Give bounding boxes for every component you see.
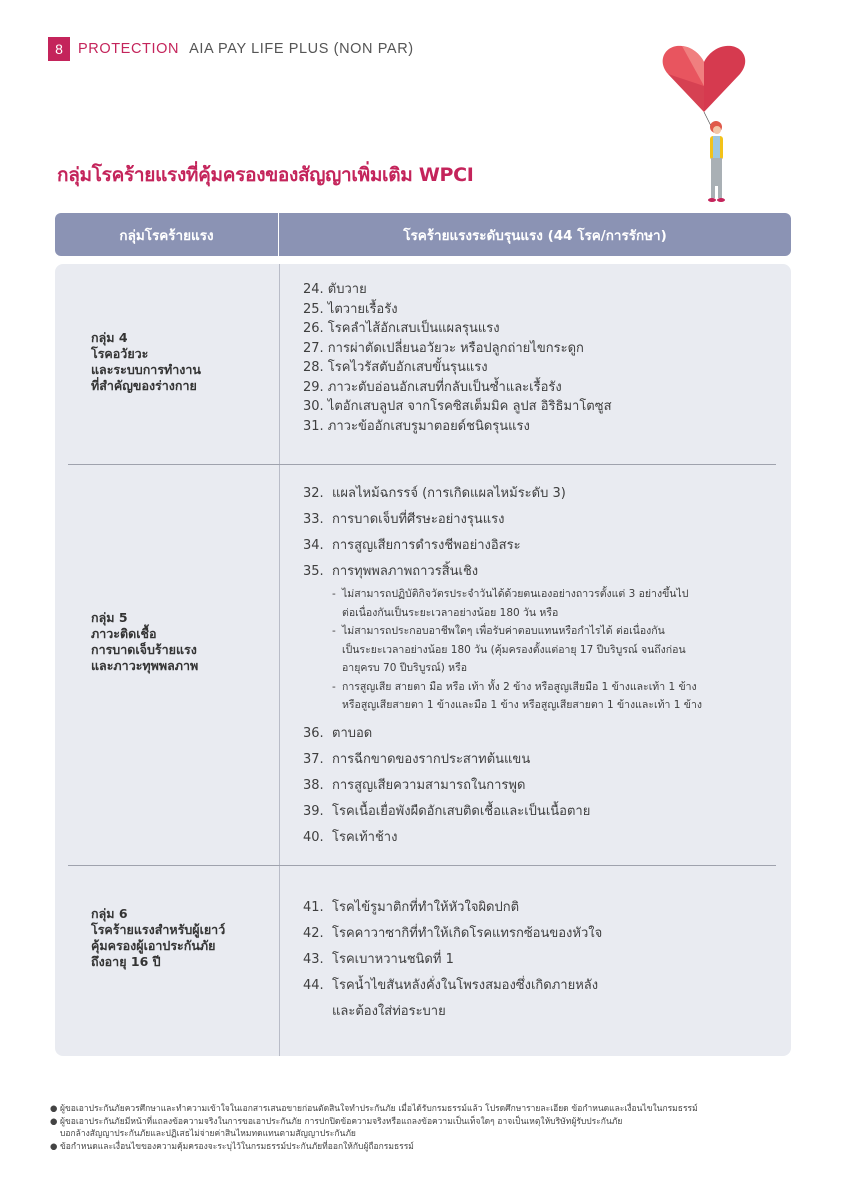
group-4-list <box>303 280 612 436</box>
group-5-label: กลุ่ม 5 ภาวะติดเชื้อ การบาดเจ็บร้ายแรง และภาวะทุพพลภาพ <box>91 610 199 673</box>
sub-list <box>332 585 702 715</box>
row-divider <box>68 865 776 866</box>
list-item: 34. การสูญเสียการดำรงชีพอย่างอิสระ <box>303 538 521 553</box>
header-section: PROTECTION <box>78 41 180 57</box>
list-item: 27. การผ่าตัดเปลี่ยนอวัยวะ หรือปลูกถ่ายไขกระดูก <box>303 340 584 356</box>
list-item: 41. โรคไข้รูมาติกที่ทำให้หัวใจผิดปกติ <box>303 900 520 915</box>
group-6-label: กลุ่ม 6 โรคร้ายแรงสำหรับผู้เยาว์ คุ้มครองผู้เอาประกันภัย ถึงอายุ 16 ปี <box>91 906 226 969</box>
list-item: 29. ภาวะตับอ่อนอักเสบที่กลับเป็นซ้ำและเรื้อรัง <box>303 379 562 395</box>
list-item: 38. การสูญเสียความสามารถในการพูด <box>303 777 526 793</box>
list-item-continuation: และต้องใส่ท่อระบาย <box>332 1004 446 1019</box>
page-title: กลุ่มโรคร้ายแรงที่คุ้มครองของสัญญาเพิ่มเติม WPCI <box>57 164 474 186</box>
page-header <box>48 37 414 61</box>
column-divider <box>279 264 280 1056</box>
footnote: ● ผู้ขอเอาประกันภัยควรศึกษาและทำความเข้าใจในเอกสารเสนอขายก่อนตัดสินใจทำประกันภัย เมื่อได้รับกรมธรรม์แล้ว โปรดศึกษารายละเอียด ข้อกำหนดและเงื่อนไขในกรมธรรม์ <box>50 1104 698 1114</box>
list-item: 43. โรคเบาหวานชนิดที่ 1 <box>303 952 454 967</box>
group-4-label: กลุ่ม 4 โรคอวัยวะ และระบบการทำงาน ที่สำคัญของร่างกาย <box>91 330 201 393</box>
list-item: 37. การฉีกขาดของรากประสาทต้นแขน <box>303 751 531 767</box>
sub-item: - ไม่สามารถประกอบอาชีพใดๆ เพื่อรับค่าตอบแทนหรือกำไรได้ ต่อเนื่องกัน เป็นระยะเวลาอย่างน้อย 180 วัน (คุ้มครองตั้งแต่อายุ 17 ปีบริบูรณ์ จนถึงก่อน อายุครบ 70 ปีบริบูรณ์) หรือ <box>332 625 686 674</box>
list-item: 25. ไตวายเรื้อรัง <box>303 301 398 317</box>
sub-item: - ไม่สามารถปฏิบัติกิจวัตรประจำวันได้ด้วยตนเองอย่างถาวรตั้งแต่ 3 อย่างขึ้นไป ต่อเนื่องกันเป็นระยะเวลาอย่างน้อย 180 วัน หรือ <box>332 588 689 619</box>
list-item: 33. การบาดเจ็บที่ศีรษะอย่างรุนแรง <box>303 512 505 527</box>
list-item: 35. การทุพพลภาพถาวรสิ้นเชิง <box>303 564 479 579</box>
list-item: 42. โรคคาวาซากิที่ทำให้เกิดโรคแทรกซ้อนของหัวใจ <box>303 926 603 941</box>
list-item: 40. โรคเท้าช้าง <box>303 829 398 845</box>
header-product: AIA PAY LIFE PLUS (NON PAR) <box>189 41 414 57</box>
list-item: 39. โรคเนื้อเยื่อพังผืดอักเสบติดเชื้อและเป็นเนื้อตาย <box>303 803 591 819</box>
list-item: 36. ตาบอด <box>303 725 373 741</box>
row-divider <box>68 464 776 465</box>
footnote: ● ผู้ขอเอาประกันภัยมีหน้าที่แถลงข้อความจริงในการขอเอาประกันภัย การปกปิดข้อความจริงหรือแถลงข้อความเป็นเท็จใดๆ อาจเป็นเหตุให้บริษัทผู้รับประกันภัย บอกล้างสัญญาประกันภัยและปฏิเสธไม่จ่ายค่าสินไหมทดแทนตามสัญญาประกันภัย <box>50 1116 623 1139</box>
list-item: 26. โรคลำไส้อักเสบเป็นแผลรุนแรง <box>303 321 500 336</box>
footnotes <box>50 1103 698 1153</box>
table-header <box>55 213 791 256</box>
list-item: 28. โรคไวรัสตับอักเสบขั้นรุนแรง <box>303 360 488 375</box>
list-item: 30. ไตอักเสบลูปส จากโรคซิสเต็มมิค ลูปส อิริธิมาโตซูส <box>303 399 612 414</box>
column-header-group: กลุ่มโรคร้ายแรง <box>55 213 279 256</box>
group-6-list <box>303 895 602 1025</box>
list-item: 32. แผลไหม้ฉกรรจ์ (การเกิดแผลไหม้ระดับ 3) <box>303 486 566 501</box>
list-item: 24. ตับวาย <box>303 282 367 297</box>
group-5-list <box>303 481 702 851</box>
heart-balloon-illustration <box>652 40 752 210</box>
footnote: ● ข้อกำหนดและเงื่อนไขของความคุ้มครองจะระบุไว้ในกรมธรรม์ประกันภัยที่ออกให้กับผู้ถือกรมธรรม์ <box>50 1141 414 1152</box>
sub-item: - การสูญเสีย สายตา มือ หรือ เท้า ทั้ง 2 ข้าง หรือสูญเสียมือ 1 ข้างและเท้า 1 ข้าง หรือสูญเสียสายตา 1 ข้างและมือ 1 ข้าง หรือสูญเสียสายตา 1 ข้างและเท้า 1 ข้าง <box>332 680 702 711</box>
table-body <box>55 264 791 1056</box>
person-figure-icon <box>708 121 725 202</box>
heart-balloon-icon <box>663 46 746 112</box>
page-number: 8 <box>48 37 70 61</box>
list-item: 31. ภาวะข้ออักเสบรูมาตอยด์ชนิดรุนแรง <box>303 418 530 434</box>
column-header-diseases: โรคร้ายแรงระดับรุนแรง (44 โรค/การรักษา) <box>403 227 667 244</box>
list-item: 44. โรคน้ำไขสันหลังคั่งในโพรงสมองซึ่งเกิดภายหลัง <box>303 978 599 993</box>
